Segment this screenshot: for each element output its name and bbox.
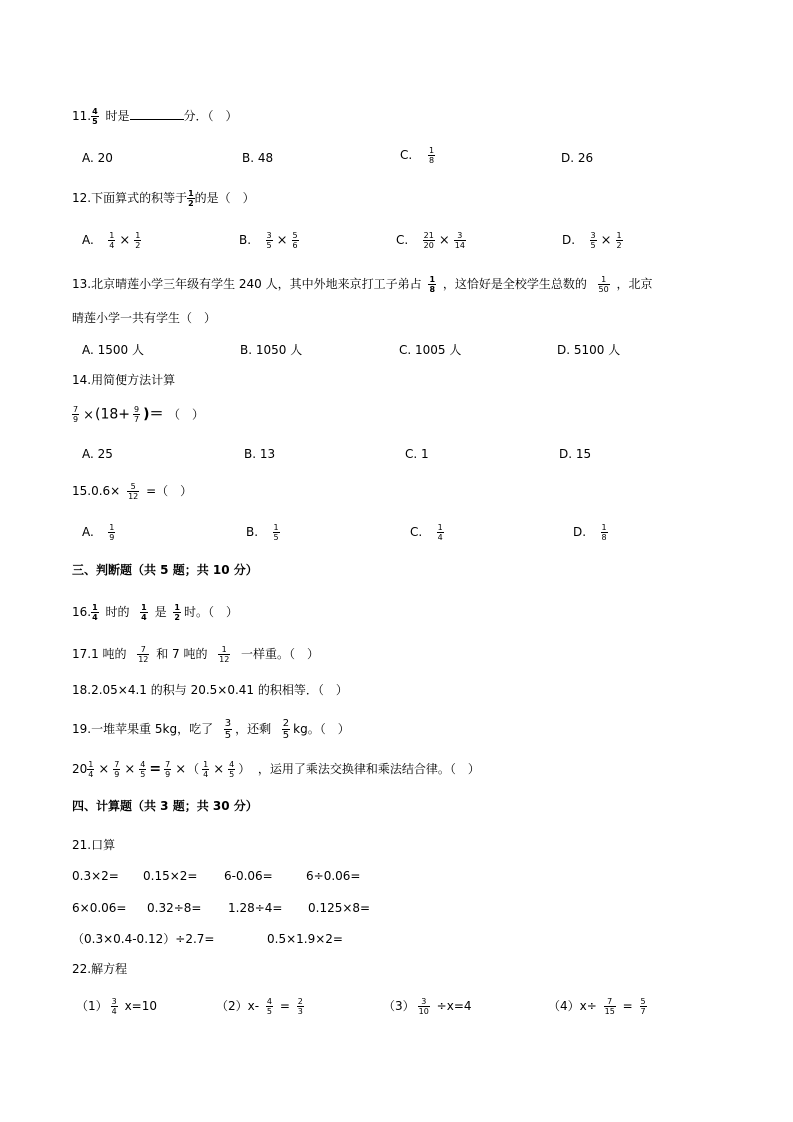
fraction: $\frac{4}{5}$ [92,107,98,126]
section-heading: 四、计算题（共 3 题；共 30 分） [72,799,258,813]
equation-1: （1） $\frac{3}{4}$ x=10 [76,997,157,1016]
calc-item: 0.15×2= [143,869,198,883]
question-text: 分．（ ） [183,109,238,123]
question-13-continued: 晴莲小学一共有学生（ ） [72,311,217,325]
answer-blank[interactable] [130,109,184,120]
option-c[interactable]: C. $\frac{1}{8}$ [400,146,435,165]
option-d[interactable]: D. 26 [561,151,594,165]
question-number: 11. [72,109,92,123]
option-c[interactable]: C. $\frac{21}{20}$ × $\frac{3}{14}$ [396,231,465,250]
option-c[interactable]: C. 1 [405,447,429,461]
fraction: $\frac{7}{9}$ [73,405,79,424]
calc-item: 6-0.06= [224,869,273,883]
question-21-title: 21.口算 [72,838,116,852]
option-d[interactable]: D. $\frac{1}{8}$ [573,523,607,542]
fraction: $\frac{9}{7}$ [134,405,140,424]
option-a[interactable]: A. 20 [82,151,113,165]
calc-item: 1.28÷4= [228,901,283,915]
section-heading: 三、判断题（共 5 题；共 10 分） [72,563,258,577]
question-18: 18.2.05×4.1 的积与 20.5×0.41 的积相等．（ ） [72,683,348,697]
option-a[interactable]: A. $\frac{1}{4}$ × $\frac{1}{2}$ [82,231,141,250]
fraction: $\frac{1}{8}$ [429,275,436,294]
question-19: 19.一堆苹果重 5kg，吃了 $\frac{3}{5}$ ，还剩 $\frac{2}{5}$ kg。（ ） [72,718,350,741]
fraction: $\frac{5}{12}$ [128,482,139,501]
option-b[interactable]: B. 1050 人 [240,343,303,357]
option-c[interactable]: C. 1005 人 [399,343,462,357]
calc-item: 0.32÷8= [147,901,202,915]
option-b[interactable]: B. $\frac{1}{5}$ [246,523,279,542]
question-13 [72,275,653,294]
option-d[interactable]: D. $\frac{3}{5}$ × $\frac{1}{2}$ [562,231,622,250]
question-16: 16. $\frac{1}{4}$ 时的 $\frac{1}{4}$ 是 $\frac{1}{2}$ 时。（ ） [72,603,238,622]
fraction: $\frac{1}{50}$ [598,275,609,294]
question-text: 时是 [105,109,130,123]
question-20: 20 $\frac{1}{4}$ × $\frac{7}{9}$ × $\frac{4}{5}$ = $\frac{7}{9}$ ×（ $\frac{1}{4}$ × $\frac{4}{5}$ ） ，运用了乘法交换律和乘法结合律。（ ） [72,760,480,779]
fraction: $\frac{1}{8}$ [429,146,435,165]
equation-2: （2）x- $\frac{4}{5}$ = $\frac{2}{3}$ [216,997,303,1016]
calc-item: 6÷0.06= [306,869,361,883]
question-17: 17.1 吨的 $\frac{7}{12}$ 和 7 吨的 $\frac{1}{12}$ 一样重。（ ） [72,645,319,664]
option-b[interactable]: B. 48 [242,151,274,165]
calc-item: 0.3×2= [72,869,119,883]
calc-item: 0.5×1.9×2= [267,932,343,946]
option-a[interactable]: A. 25 [82,447,113,461]
equation-4: （4）x÷ $\frac{7}{15}$ = $\frac{5}{7}$ [548,997,646,1016]
option-c[interactable]: C. $\frac{1}{4}$ [410,523,443,542]
question-11 [72,107,238,126]
option-a[interactable]: A. 1500 人 [82,343,144,357]
calc-item: （0.3×0.4-0.12）÷2.7= [72,932,215,946]
option-b[interactable]: B. $\frac{3}{5}$ × $\frac{5}{6}$ [239,231,298,250]
question-text: 15.0.6× [72,484,121,498]
question-15 [72,482,192,501]
fraction: $\frac{1}{2}$ [188,189,194,208]
option-d[interactable]: D. 15 [559,447,592,461]
question-text: ，北京 [616,277,653,291]
option-b[interactable]: B. 13 [244,447,276,461]
option-d[interactable]: D. 5100 人 [557,343,621,357]
option-a[interactable]: A. $\frac{1}{9}$ [82,523,115,542]
question-text: 的是（ ） [194,191,255,205]
question-text: 12.下面算式的积等于 [72,191,188,205]
question-14-title: 14.用简便方法计算 [72,373,176,387]
equation-3: （3） $\frac{3}{10}$ ÷x=4 [383,997,472,1016]
question-text: =（ ） [146,484,193,498]
question-text: ，这恰好是全校学生总数的 [442,277,587,291]
question-22-title: 22.解方程 [72,962,128,976]
question-14-expression: $\frac{7}{9}$ ×(18+ $\frac{9}{7}$ )＝ （ ） [73,405,204,424]
question-text: 13.北京晴莲小学三年级有学生 240 人，其中外地来京打工子弟占 [72,277,422,291]
calc-item: 6×0.06= [72,901,127,915]
calc-item: 0.125×8= [308,901,371,915]
question-12 [72,189,255,208]
